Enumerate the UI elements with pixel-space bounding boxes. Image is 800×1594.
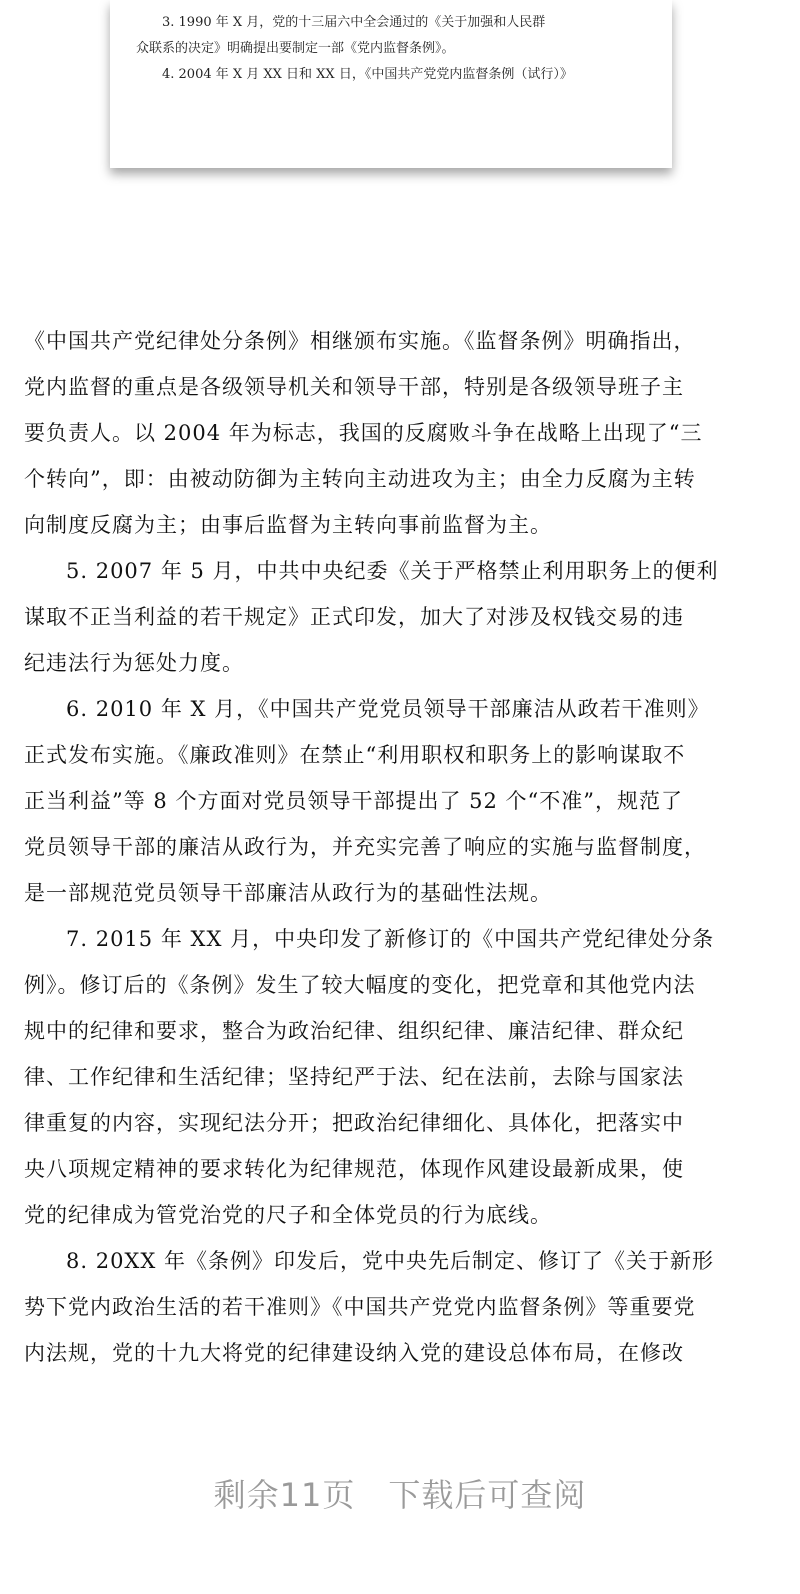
preview-line-3: 4. 2004 年 X 月 XX 日和 XX 日，《中国共产党党内监督条例（试行）》 — [162, 67, 573, 82]
body-line: 央八项规定精神的要求转化为纪律规范，体现作风建设最新成果，使 — [24, 1157, 684, 1181]
body-line: 例》。修订后的《条例》发生了较大幅度的变化，把党章和其他党内法 — [24, 973, 696, 997]
document-body — [24, 318, 772, 1376]
preview-line-2: 众联系的决定》明确提出要制定一部《党内监督条例》。 — [136, 41, 455, 56]
body-line: 是一部规范党员领导干部廉洁从政行为的基础性法规。 — [24, 881, 552, 905]
body-line: 律、工作纪律和生活纪律；坚持纪严于法、纪在法前，去除与国家法 — [24, 1065, 684, 1089]
body-line: 6. 2010 年 X 月，《中国共产党党员领导干部廉洁从政若干准则》 — [66, 697, 710, 721]
body-line: 5. 2007 年 5 月，中共中央纪委《关于严格禁止利用职务上的便利 — [66, 559, 719, 583]
body-line: 正当利益”等 8 个方面对党员领导干部提出了 52 个“不准”，规范了 — [24, 789, 683, 813]
body-line: 党的纪律成为管党治党的尺子和全体党员的行为底线。 — [24, 1203, 552, 1227]
body-line: 谋取不正当利益的若干规定》正式印发，加大了对涉及权钱交易的违 — [24, 605, 684, 629]
body-line: 8. 20XX 年《条例》印发后，党中央先后制定、修订了《关于新形 — [66, 1249, 715, 1273]
body-line: 要负责人。以 2004 年为标志，我国的反腐败斗争在战略上出现了“三 — [24, 421, 703, 445]
body-line: 7. 2015 年 XX 月，中央印发了新修订的《中国共产党纪律处分条 — [66, 927, 715, 951]
body-line: 规中的纪律和要求，整合为政治纪律、组织纪律、廉洁纪律、群众纪 — [24, 1019, 684, 1043]
body-line: 向制度反腐为主；由事后监督为主转向事前监督为主。 — [24, 513, 552, 537]
preview-line-1: 3. 1990 年 X 月，党的十三届六中全会通过的《关于加强和人民群 — [162, 15, 546, 30]
body-line: 党员领导干部的廉洁从政行为，并充实完善了响应的实施与监督制度， — [24, 835, 706, 859]
body-line: 正式发布实施。《廉政准则》在禁止“利用职权和职务上的影响谋取不 — [24, 743, 686, 767]
body-line: 势下党内政治生活的若干准则》《中国共产党党内监督条例》等重要党 — [24, 1295, 696, 1319]
body-line: 个转向”，即：由被动防御为主转向主动进攻为主；由全力反腐为主转 — [24, 467, 696, 491]
body-line: 内法规，党的十九大将党的纪律建设纳入党的建设总体布局，在修改 — [24, 1341, 684, 1365]
body-line: 纪违法行为惩处力度。 — [24, 651, 244, 675]
body-line: 《中国共产党纪律处分条例》相继颁布实施。《监督条例》明确指出， — [24, 329, 696, 353]
body-line: 党内监督的重点是各级领导机关和领导干部，特别是各级领导班子主 — [24, 375, 684, 399]
preview-page-top — [110, 0, 672, 168]
remaining-pages-notice[interactable]: 剩余11页 下载后可查阅 — [213, 1476, 587, 1514]
body-line: 律重复的内容，实现纪法分开；把政治纪律细化、具体化，把落实中 — [24, 1111, 684, 1135]
